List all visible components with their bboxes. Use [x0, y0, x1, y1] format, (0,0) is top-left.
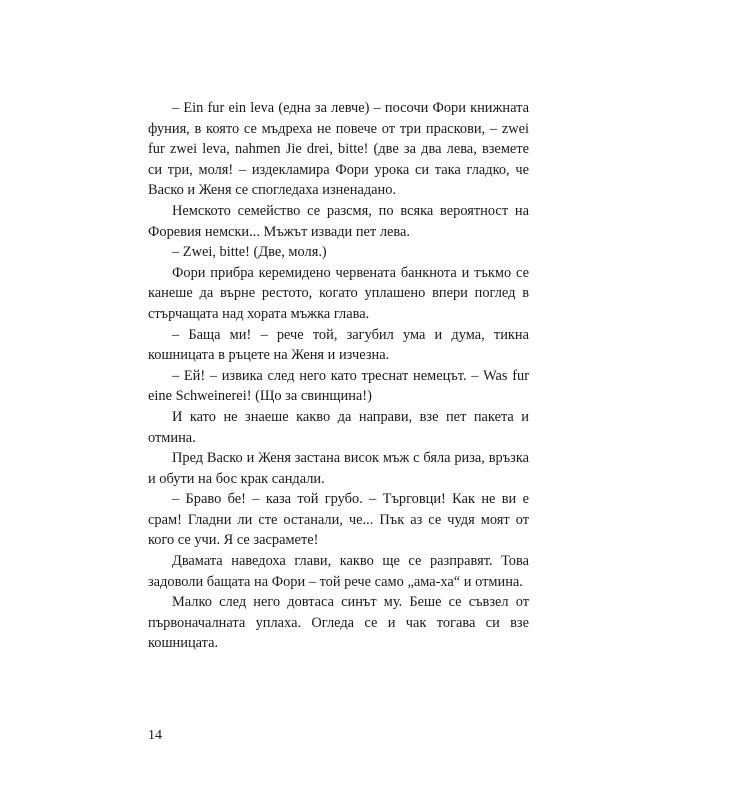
paragraph: И като не знаеше какво да направи, взе пет пакета и отмина. — [148, 408, 529, 446]
paragraph: – Zwei, bitte! (Две, моля.) — [172, 244, 327, 261]
paragraph: Немското семейство се разсмя, по всяка вероятност на Форевия немски... Мъжът извади пет лева. — [148, 202, 529, 240]
paragraph: – Ей! – извика след него като треснат немецът. – Was fur eine Schweinerei! (Що за свинщина!) — [148, 367, 529, 405]
body-text — [148, 98, 529, 654]
paragraph: Двамата наведоха глави, какво ще се разправят. Това задоволи бащата на Фори – той рече само „ама-ха“ и отмина. — [148, 553, 529, 590]
paragraph: Фори прибра керемидено червената банкнота и тъкмо се канеше да върне рестото, когато уплашено впери поглед в стърчащата над хората мъжка глава. — [148, 264, 529, 322]
page-number: 14 — [148, 728, 162, 743]
paragraph: – Браво бе! – каза той грубо. – Търговци! Как не ви е срам! Гладни ли сте останали, че... Пък аз се чудя моят от кого се учи. Я се засрамете! — [148, 491, 529, 549]
paragraph: – Баща ми! – рече той, загубил ума и дума, тикна кошницата в ръцете на Женя и изчезна. — [148, 326, 529, 364]
paragraph: Малко след него довтаса синът му. Беше се съвзел от първоначалната уплаха. Огледа се и чак тогава си взе кошницата. — [148, 594, 529, 652]
paragraph: Пред Васко и Женя застана висок мъж с бяла риза, връзка и обути на бос крак сандали. — [148, 450, 529, 487]
paragraph: – Ein fur ein leva (една за левче) – посочи Фори книжната фуния, в която се мъдреха не повече от три праскови, – zwei fur zwei leva, nahmen Jie drei, bitte! (две за два лева, вземете си три, моля! – издекламира Фори урока си така гладко, че Васко и Женя се спогледаха изненадано. — [148, 100, 529, 199]
